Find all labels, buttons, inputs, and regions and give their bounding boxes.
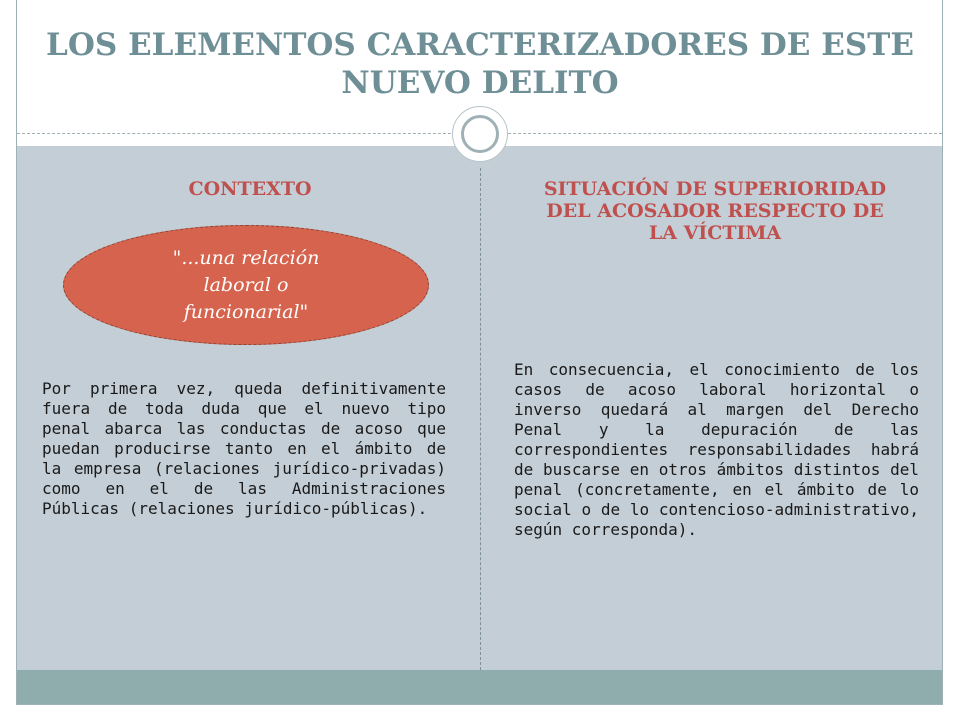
left-column-heading: CONTEXTO bbox=[188, 178, 312, 200]
quote-oval bbox=[63, 225, 429, 345]
quote-text: "...una relación laboral o funcionarial" bbox=[172, 246, 320, 323]
right-column-heading: SITUACIÓN DE SUPERIORIDAD DEL ACOSADOR RESPECTO DE LA VÍCTIMA bbox=[543, 178, 887, 244]
right-body-text: En consecuencia, el conocimiento de los casos de acoso laboral horizontal o inverso quedará al margen del Derecho Penal y la depuración de las correspondientes responsabilidades habrá de buscarse en otros ámbitos distintos del penal (concretamente, en el ámbito de lo social o de lo contencioso-administrativo, según corresponda). bbox=[514, 360, 919, 539]
left-body-text: Por primera vez, queda definitivamente fuera de toda duda que el nuevo tipo penal abarca las conductas de acoso que puedan producirse tanto en el ámbito de la empresa (relaciones jurídico-privadas) como en el de las Administraciones Públicas (relaciones jurídico-públicas). bbox=[42, 379, 446, 518]
slide-title: LOS ELEMENTOS CARACTERIZADORES DE ESTE NUEVO DELITO bbox=[46, 27, 914, 101]
footer-band bbox=[17, 670, 942, 704]
column-divider bbox=[480, 168, 481, 670]
circle-ornament-icon bbox=[452, 106, 508, 162]
